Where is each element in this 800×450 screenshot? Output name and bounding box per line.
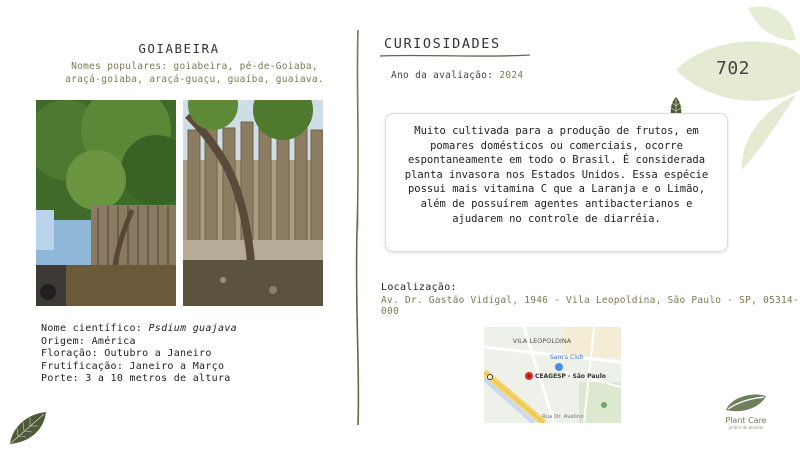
size: Porte: 3 a 10 metros de altura [41, 373, 231, 385]
map-poi-store: Sam's Club [550, 354, 584, 361]
plant-title: GOIABEIRA [138, 41, 220, 56]
plant-facts [41, 323, 237, 386]
tree-photo-left [36, 100, 176, 306]
location-address: Av. Dr. Gastão Vidigal, 1946 - Vila Leopoldina, São Paulo - SP, 05314-000 [381, 295, 799, 317]
tree-photo-right [183, 100, 323, 306]
brand-name: Plant Care [725, 416, 767, 425]
origin: Origem: América [41, 335, 136, 347]
badge-number: 702 [715, 58, 750, 79]
scientific-name: Nome científico: Psdium guajava [41, 323, 237, 334]
scientific-name-value: Psdium guajava [148, 323, 237, 334]
evaluation-year: Ano da avaliação: 2024 [391, 70, 524, 81]
flowering: Floração: Outubro a Janeiro [41, 348, 212, 360]
curiosities-title: CURIOSIDADES [384, 36, 501, 52]
map-street-label: Rua Dr. Avelino [542, 414, 584, 420]
curiosities-text: Muito cultivada para a produção de frutos, em pomares domésticos ou comerciais, ocorre espontaneamente em todo o Brasil. É considerada planta invasora nos Estados Unidos. Essa espécie possui mais vitamina C que a Laranja e o Limão, além de possuírem agentes antibacterianos e ajudarem no controle de diarréia. [404, 125, 709, 225]
fruiting: Frutificação: Janeiro a Março [41, 360, 225, 372]
location-map[interactable] [484, 327, 621, 423]
curiosities-card [385, 113, 728, 252]
brand-leaf-icon [724, 390, 768, 414]
map-district-label: VILA LEOPOLDINA [512, 337, 572, 345]
brand-tagline: jardim de plantas [728, 425, 764, 430]
brand-logo [716, 390, 776, 430]
map-poi-main: CEAGESP - São Paulo [535, 373, 606, 380]
title-underline [380, 53, 530, 59]
leaf-decoration-bottom-left [8, 410, 48, 446]
vertical-divider [352, 30, 364, 425]
popular-names: Nomes populares: goiabeira, pé-de-Goiaba, araçá-goiaba, araçá-guaçu, guaíba, guaiava. [65, 61, 324, 85]
location-label: Localização: [381, 282, 457, 293]
